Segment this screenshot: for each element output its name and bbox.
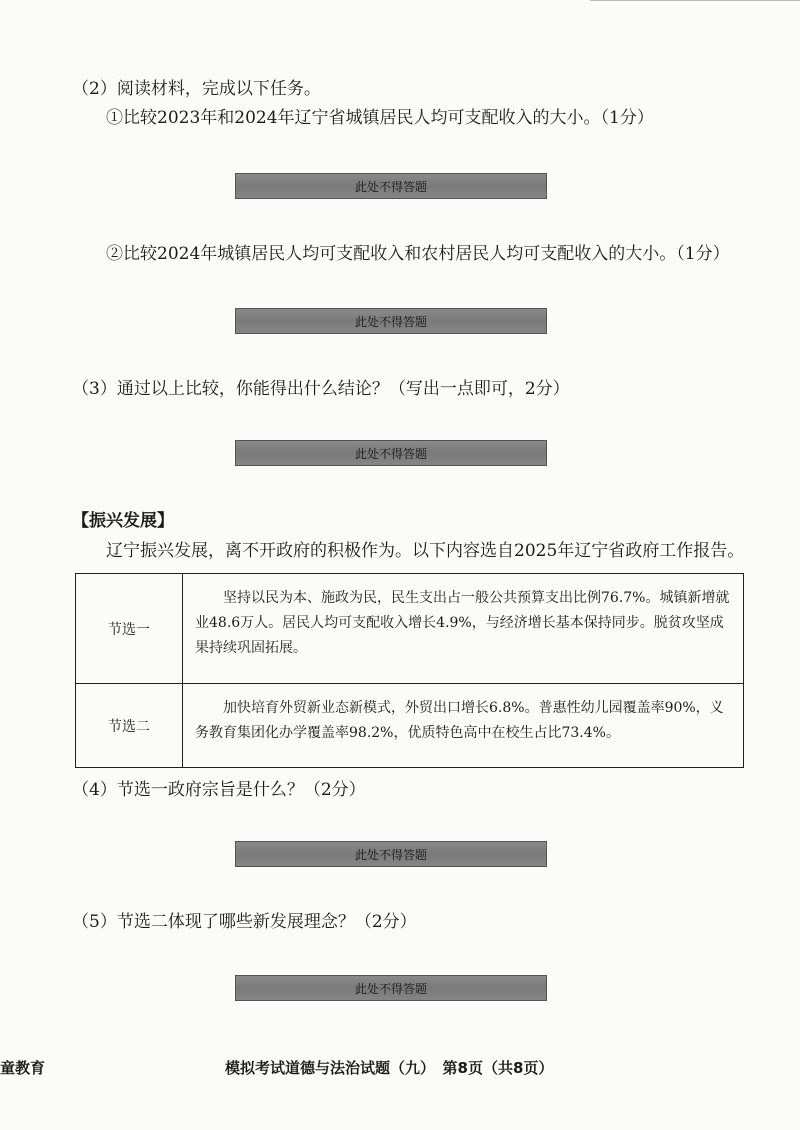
no-answer-box-2 xyxy=(235,308,547,334)
section-intro: 辽宁振兴发展，离不开政府的积极作为。以下内容选自2025年辽宁省政府工作报告。 xyxy=(106,541,745,561)
q2-intro: （2）阅读材料，完成以下任务。 xyxy=(72,79,321,99)
footer-page-info: 模拟考试道德与法治试题（九） 第8页（共8页） xyxy=(225,1059,554,1077)
no-answer-label: 此处不得答题 xyxy=(354,314,427,329)
q2-sub1: ①比较2023年和2024年辽宁省城镇居民人均可支配收入的大小。（1分） xyxy=(106,108,654,128)
excerpt-text: 坚持以民为本、施政为民，民生支出占一般公共预算支出比例76.7%。城镇新增就业48.6万人。居民人均可支配收入增长4.9%，与经济增长基本保持同步。脱贫攻坚成果持续巩固拓展。 xyxy=(195,590,730,656)
excerpt-label: 节选一 xyxy=(76,574,183,683)
excerpt-label: 节选二 xyxy=(76,684,183,767)
q4-text: （4）节选一政府宗旨是什么？（2分） xyxy=(72,780,366,800)
q3-text: （3）通过以上比较，你能得出什么结论？（写出一点即可，2分） xyxy=(72,379,570,399)
q2-sub2: ②比较2024年城镇居民人均可支配收入和农村居民人均可支配收入的大小。（1分） xyxy=(106,244,730,264)
q5-text: （5）节选二体现了哪些新发展理念？（2分） xyxy=(72,912,417,932)
no-answer-label: 此处不得答题 xyxy=(354,446,427,461)
excerpt-text: 加快培育外贸新业态新模式，外贸出口增长6.8%。普惠性幼儿园覆盖率90%，义务教育集团化办学覆盖率98.2%，优质特色高中在校生占比73.4%。 xyxy=(195,700,724,741)
footer-left: 童教育 xyxy=(0,1059,46,1077)
excerpt-table xyxy=(75,573,744,768)
excerpt-row xyxy=(76,574,743,684)
excerpt-row xyxy=(76,684,743,767)
section-title: 【振兴发展】 xyxy=(72,511,174,531)
no-answer-box-5 xyxy=(235,975,547,1001)
top-rule xyxy=(590,0,800,1)
no-answer-label: 此处不得答题 xyxy=(354,981,427,996)
no-answer-label: 此处不得答题 xyxy=(354,847,427,862)
no-answer-box-3 xyxy=(235,440,547,466)
no-answer-box-4 xyxy=(235,841,547,867)
no-answer-label: 此处不得答题 xyxy=(354,179,427,194)
no-answer-box-1 xyxy=(235,173,547,199)
